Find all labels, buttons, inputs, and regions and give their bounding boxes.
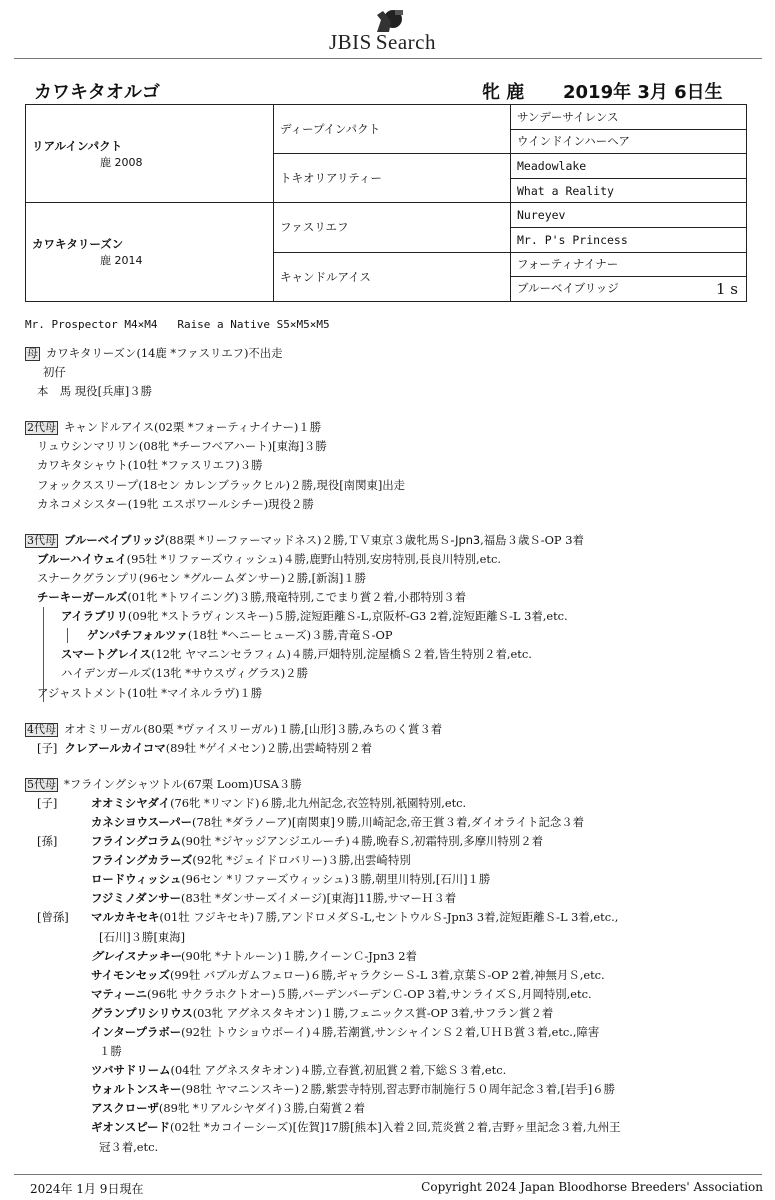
g5-tag: 5代母 xyxy=(27,777,56,791)
g3-great-grandchild: ゲンパチフォルツァ(18牡 *ヘニーヒューズ)３勝,青竜Ｓ-OP xyxy=(25,626,765,645)
pedigree-sire[interactable] xyxy=(26,105,274,203)
g5-child: [子] オオミシヤダイ(76牝 *リマンド)６勝,北九州記念,衣笠特別,祇園特別,etc. xyxy=(37,795,467,810)
pedigree-g3-7[interactable]: フォーティナイナー xyxy=(511,252,747,277)
g3-head-race2: ,福島３歳Ｓ-OP 3着 xyxy=(480,532,584,547)
g2-tag: 2代母 xyxy=(27,421,56,435)
g5-great-grandchild: インタープラボー(92牡 トウショウボーイ)４勝,若潮賞,サンシャインＳ２着,ＵＨＢ賞３着,etc.,障害 xyxy=(91,1025,600,1039)
g3-child: スナークグランプリ(96セン *グルームダンサー)２勝,[新潟]１勝 xyxy=(37,570,367,585)
pedigree-dam-sire[interactable]: ファスリエフ xyxy=(274,203,511,252)
dam-line xyxy=(25,344,765,363)
g4-head-text: オオミリーガル(80栗 *ヴァイスリーガル)１勝,[山形]３勝,みちのく賞３着 xyxy=(64,721,443,736)
g3-grandchild: スマートグレイス(12牝 ヤマニンセラフィム)４勝,戸畑特別,淀屋橋Ｓ２着,皆生特別２着,etc. xyxy=(61,647,532,662)
pedigree-g3-4[interactable]: What a Reality xyxy=(511,178,747,203)
g5-great-grandchild: マティーニ(96牝 サクラホクトオー)５勝,バーデンバーデンＣ-OP 3着,サンライズＳ,月岡特別,etc. xyxy=(91,986,592,1001)
pedigree-sire-sire[interactable]: ディープインパクト xyxy=(274,105,511,154)
g5-great-grandchild-cont: 冠３着,etc. xyxy=(99,1139,159,1154)
g2-child: フォックススリープ(18セン カレンブラックヒル)２勝,現役[南関東]出走 xyxy=(37,477,406,492)
g5-great-grandchild: アスクローザ(89牝 *リアルシヤダイ)３勝,白菊賞２着 xyxy=(91,1101,365,1116)
g3-child: アジャストメント(10牡 *マイネルラヴ)１勝 xyxy=(37,685,263,700)
pedigree-sire-dam[interactable]: トキオリアリティー xyxy=(274,154,511,203)
pedigree-g3-6[interactable]: Mr. P's Princess xyxy=(511,227,747,252)
g3-head xyxy=(25,531,765,550)
inbreeding-line: Mr. Prospector M4×M4 Raise a Native S5×M5×M5 xyxy=(25,318,330,331)
pedigree-dam-dam[interactable]: キャンドルアイス xyxy=(274,252,511,301)
g5-grandchild: [孫] フライングコラム(90牡 *ジヤッジアンジエルーチ)４勝,晩春Ｓ,初霜特別,多摩川特別２着 xyxy=(37,834,543,849)
g3-tag: 3代母 xyxy=(27,533,56,547)
g2-head-text: キャンドルアイス(02栗 *フォーティナイナー)１勝 xyxy=(64,420,322,435)
footer-divider xyxy=(14,1174,762,1175)
g3-child: ブルーハイウェイ(95牡 *リファーズウィッシュ)４勝,鹿野山特別,安房特別,長良川特別,etc. xyxy=(37,551,501,566)
g5-great-grandchild: グランプリシリウス(03牝 アグネスタキオン)１勝,フェニックス賞-OP 3着,サフラン賞２着 xyxy=(91,1005,554,1020)
footer-date: 2024年 1月 9日現在 xyxy=(30,1182,144,1196)
g5-grandchild: フライングカラーズ(92牝 *ジェイドロバリー)３勝,出雲崎特別 xyxy=(91,853,411,868)
g5-grandchild: ロードウィッシュ(96セン *リファーズウィッシュ)３勝,朝里川特別,[石川]１勝 xyxy=(91,872,491,887)
g4-head xyxy=(25,720,765,739)
dam-tag: 母 xyxy=(27,347,38,360)
tree-line xyxy=(67,628,68,643)
dam-this-horse: 本 馬 現役[兵庫]３勝 xyxy=(37,384,153,399)
g5-child: カネシヨウスーパー(78牡 *ダラノーア)[南関東]９勝,川崎記念,帝王賞３着,ダイオライト記念３着 xyxy=(91,814,585,829)
horse-sex-color: 牝 鹿 xyxy=(482,82,525,103)
g4-child: [子] クレアールカイコマ(89牡 *ゲイメセン)２勝,出雲崎特別２着 xyxy=(37,740,372,755)
pedigree-g3-2[interactable]: ウインドインハーヘア xyxy=(511,129,747,154)
g2-child: リュウシンマリリン(08牝 *チーフベアハート)[東海]３勝 xyxy=(37,439,327,454)
pedigree-g3-3[interactable]: Meadowlake xyxy=(511,154,747,179)
dam-name: カワキタリーズン xyxy=(32,237,124,252)
g5-great-grandchild: [曾孫] マルカキセキ(01牡 フジキセキ)７勝,アンドロメダＳ-L,セントウルＳ-Jpn3 3着,淀短距離Ｓ-L 3着,etc., xyxy=(37,910,619,925)
g3-child: チーキーガールズ(01牝 *トワイニング)３勝,飛竜特別,こでまり賞２着,小郡特別３着 xyxy=(37,590,467,605)
g5-great-grandchild: グレイスナッキー(90牝 *ナトルーン)１勝,クイーンＣ-Jpn3 2着 xyxy=(91,948,417,963)
dam-text: カワキタリーズン(14鹿 *ファスリエフ)不出走 xyxy=(46,346,283,360)
g5-great-grandchild: ギオンスピード(02牡 *カコイーシーズ)[佐賀]17勝[熊本]入着２回,荒炎賞２着,吉野ヶ里記念３着,九州王 xyxy=(91,1120,621,1135)
g2-child: カネコメシスター(19牝 エスポワールシチー)現役２勝 xyxy=(37,496,314,511)
horse-name: カワキタオルゴ xyxy=(34,82,160,103)
footer-copyright: Copyright 2024 Japan Bloodhorse Breeders' Association xyxy=(421,1180,763,1194)
jbis-search-logo[interactable] xyxy=(325,8,465,54)
dam-detail: 鹿 2014 xyxy=(100,254,143,268)
pedigree-g3-8-name: ブルーベイブリッジ xyxy=(517,280,619,295)
pedigree-table xyxy=(25,104,747,302)
dam-first-foal: 初仔 xyxy=(43,365,66,380)
g5-grandchild: フジミノダンサー(83牡 *ダンサーズイメージ)[東海]11勝,サマーＨ３着 xyxy=(91,891,457,906)
ls-marker: 1 s xyxy=(715,279,738,298)
g3-head-name: ブルーベイブリッジ xyxy=(64,532,165,547)
g3-grandchild: ハイデンガールズ(13牝 *サウスヴィグラス)２勝 xyxy=(61,666,308,681)
g5-head-text: *フライングシャツトル(67栗 Loom)USA３勝 xyxy=(64,776,302,791)
g3-grandchild: アイラブリリ(09牝 *ストラヴィンスキー)５勝,淀短距離Ｓ-L,京阪杯-G3 2着,淀短距離Ｓ-L 3着,etc. xyxy=(25,607,765,626)
pedigree-g3-1[interactable]: サンデーサイレンス xyxy=(511,105,747,130)
sire-detail: 鹿 2008 xyxy=(100,155,143,169)
g3-head-race: ＴＶ東京３歳牝馬Ｓ-Jpn3 xyxy=(347,532,481,547)
header-divider xyxy=(14,58,762,59)
g5-great-grandchild: ウォルトンスキー(98牡 ヤマニンスキー)２勝,紫雲寺特別,習志野市制施行５０周年記念３着,[岩手]６勝 xyxy=(91,1082,616,1097)
sire-name: リアルインパクト xyxy=(32,138,123,153)
horse-birth-date: 2019年 3月 6日生 xyxy=(563,82,723,103)
family-body xyxy=(25,344,765,1157)
g5-great-grandchild: サイモンセッズ(99牡 バブルガムフェロー)６勝,ギャラクシーＳ-L 3着,京葉Ｓ-OP 2着,神無月Ｓ,etc. xyxy=(91,967,605,982)
g5-great-grandchild-cont: [石川]３勝[東海] xyxy=(99,929,186,944)
g5-great-grandchild: ツバサドリーム(04牡 アグネスタキオン)４勝,立春賞,初凪賞２着,下総Ｓ３着,etc. xyxy=(91,1063,507,1078)
logo-jbis: JBIS xyxy=(329,30,372,54)
g2-child: カワキタシャウト(10牡 *ファスリエフ)３勝 xyxy=(37,458,263,473)
pedigree-dam[interactable] xyxy=(26,203,274,301)
g5-great-grandchild-cont: １勝 xyxy=(99,1044,122,1059)
logo-search: Search xyxy=(375,30,436,54)
g3-head-detail: (88栗 *リーファーマッドネス)２勝, xyxy=(164,532,348,547)
g5-head xyxy=(25,775,765,794)
g2-head xyxy=(25,418,765,437)
g4-tag: 4代母 xyxy=(27,722,56,736)
pedigree-g3-5[interactable]: Nureyev xyxy=(511,203,747,228)
pedigree-g3-8[interactable] xyxy=(511,277,747,302)
